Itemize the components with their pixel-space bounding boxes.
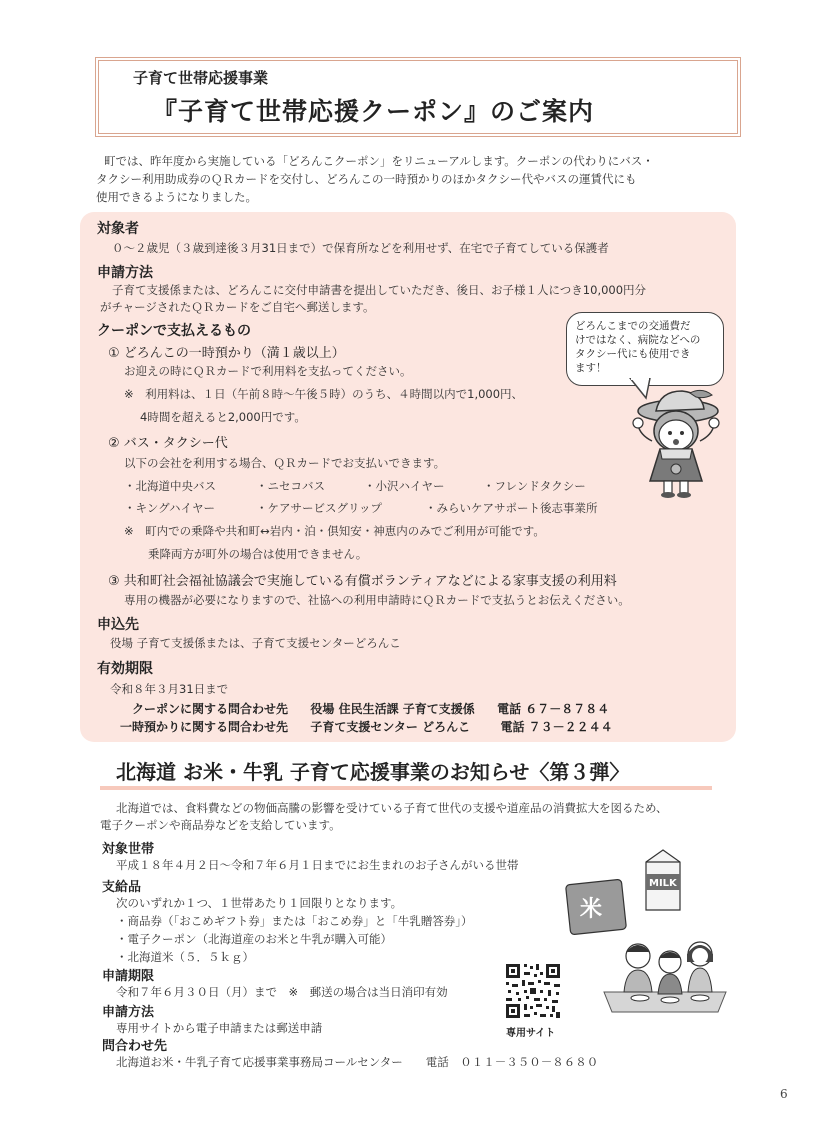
s2-contact-heading: 問合わせ先 (102, 1039, 168, 1054)
target-heading: 対象者 (97, 221, 139, 237)
item2-title: ② バス・タクシー代 (108, 436, 228, 451)
header-subtitle: 子育て世帯応援事業 (133, 69, 269, 87)
item1-line: お迎えの時にＱＲカードで利用料を支払ってください。 (124, 364, 412, 378)
validity-text: 令和８年３月31日まで (110, 682, 229, 696)
contact-label: 一時預かりに関する問合わせ先 (120, 720, 289, 734)
target-text: ０～２歳児（３歳到達後３月31日まで）で保育所などを利用せず、在宅で子育てしている保護者 (112, 241, 609, 255)
s2-supply-line: 次のいずれか１つ、１世帯あたり１回限りとなります。 (116, 896, 403, 910)
contact-label: クーポンに関する問合わせ先 (132, 702, 289, 716)
apply-heading: 申請方法 (97, 265, 153, 281)
bubble-line: どろんこまでの交通費だ (575, 320, 691, 332)
validity-heading: 有効期限 (97, 661, 153, 677)
item2-note2: 乗降両方が町外の場合は使用できません。 (148, 547, 368, 561)
bubble-line: タクシー代にも使用でき (575, 348, 691, 360)
milk-label: MILK (649, 878, 677, 889)
item1-title: ① どろんこの一時預かり（満１歳以上） (108, 346, 345, 361)
contact-row-1 (132, 700, 609, 717)
company-item: ・フレンドタクシー (483, 479, 586, 493)
item2-line: 以下の会社を利用する場合、ＱＲカードでお支払いできます。 (124, 456, 446, 470)
s2-supply-line: ・商品券（「おこめギフト券」または「おこめ券」と「牛乳贈答券」） (116, 914, 473, 928)
s2-target-heading: 対象世帯 (102, 842, 155, 857)
milk-carton-icon (640, 848, 686, 912)
s2-supply-line: ・電子クーポン（北海道産のお米と牛乳が購入可能） (116, 932, 392, 946)
section2-intro-line: 電子クーポンや商品券などを支給しています。 (100, 818, 341, 832)
company-item: ・小沢ハイヤー (364, 479, 445, 493)
family-dining-icon (600, 932, 730, 1014)
bubble-line: ます！ (575, 362, 607, 374)
contact-place: 子育て支援センター どろんこ (310, 720, 471, 734)
s2-method-heading: 申請方法 (102, 1005, 155, 1020)
s2-supply-heading: 支給品 (102, 880, 142, 895)
rice-bag-label: 米 (580, 897, 603, 922)
s2-method-text: 専用サイトから電子申請または郵送申請 (116, 1021, 323, 1035)
s2-supply-line: ・北海道米（５．５ｋｇ） (116, 950, 254, 964)
contact-place: 役場 住民生活課 子育て支援係 (310, 702, 475, 716)
s2-period-heading: 申請期限 (102, 969, 155, 984)
company-item: ・北海道中央バス (124, 479, 216, 493)
intro-line: 町では、昨年度から実施している「どろんこクーポン」をリニューアルします。クーポンの代わりにバス・ (104, 154, 654, 168)
s2-target-text: 平成１８年４月２日～令和７年６月１日までにお生まれのお子さんがいる世帯 (116, 858, 519, 872)
qr-code-icon[interactable] (504, 962, 562, 1020)
item1-note1: ※ 利用料は、１日（午前８時～午後５時）のうち、４時間以内で1,000円、 (124, 387, 524, 401)
company-item: ・ケアサービスグリップ (256, 501, 383, 515)
rice-bag-icon (562, 878, 632, 940)
apply-text-line2: がチャージされたＱＲカードをご自宅へ郵送します。 (100, 300, 375, 314)
company-item: ・みらいケアサポート後志事業所 (425, 501, 598, 515)
intro-line: タクシー利用助成券のＱＲカードを交付し、どろんこの一時預かりのほかタクシー代やバスの運賃代にも (96, 172, 637, 186)
section2-title: 北海道 お米・牛乳 子育て応援事業のお知らせ〈第３弾〉 (116, 760, 630, 784)
item3-title: ③ 共和町社会福祉協議会で実施している有償ボランティアなどによる家事支援の利用料 (108, 574, 617, 589)
page-title: 『子育て世帯応援クーポン』のご案内 (152, 97, 595, 126)
company-item: ・ニセコバス (256, 479, 325, 493)
submit-text: 役場 子育て支援係または、子育て支援センターどろんこ (110, 636, 401, 650)
contact-row-2 (120, 718, 613, 735)
bubble-line: けではなく、病院などへの (575, 334, 701, 346)
speech-bubble (566, 312, 724, 386)
page-number: 6 (780, 1087, 788, 1101)
s2-period-text: 令和７年６月３０日（月）まで ※ 郵送の場合は当日消印有効 (116, 985, 448, 999)
item3-line: 専用の機器が必要になりますので、社協への利用申請時にＱＲカードで支払うとお伝えください。 (124, 593, 630, 607)
section2-underline (100, 786, 712, 790)
contact-phone: 電話 ６７－８７８４ (497, 702, 610, 716)
mascot-girl-icon (630, 385, 722, 500)
item2-note1: ※ 町内での乗降や共和町↔岩内・泊・倶知安・神恵内のみでご利用が可能です。 (124, 524, 545, 538)
submit-heading: 申込先 (97, 617, 139, 633)
qr-caption: 専用サイト (506, 1028, 556, 1039)
company-item: ・キングハイヤー (124, 501, 215, 515)
apply-text-line1: 子育て支援係または、どろんこに交付申請書を提出していただき、後日、お子様１人につき10,000円分 (112, 283, 647, 297)
contact-phone: 電話 ７３－２２４４ (500, 720, 613, 734)
section2-intro-line: 北海道では、食料費などの物価高騰の影響を受けている子育て世代の支援や道産品の消費拡大を図るため、 (116, 801, 668, 815)
intro-line: 使用できるようになりました。 (96, 190, 257, 204)
intro-paragraph (96, 152, 724, 206)
item1-note2: 4時間を超えると2,000円です。 (140, 410, 306, 424)
coupon-use-heading: クーポンで支払えるもの (97, 323, 251, 339)
s2-contact-text: 北海道お米・牛乳子育て応援事業事務局コールセンター 電話 ０１１－３５０－８６８０ (116, 1055, 599, 1069)
